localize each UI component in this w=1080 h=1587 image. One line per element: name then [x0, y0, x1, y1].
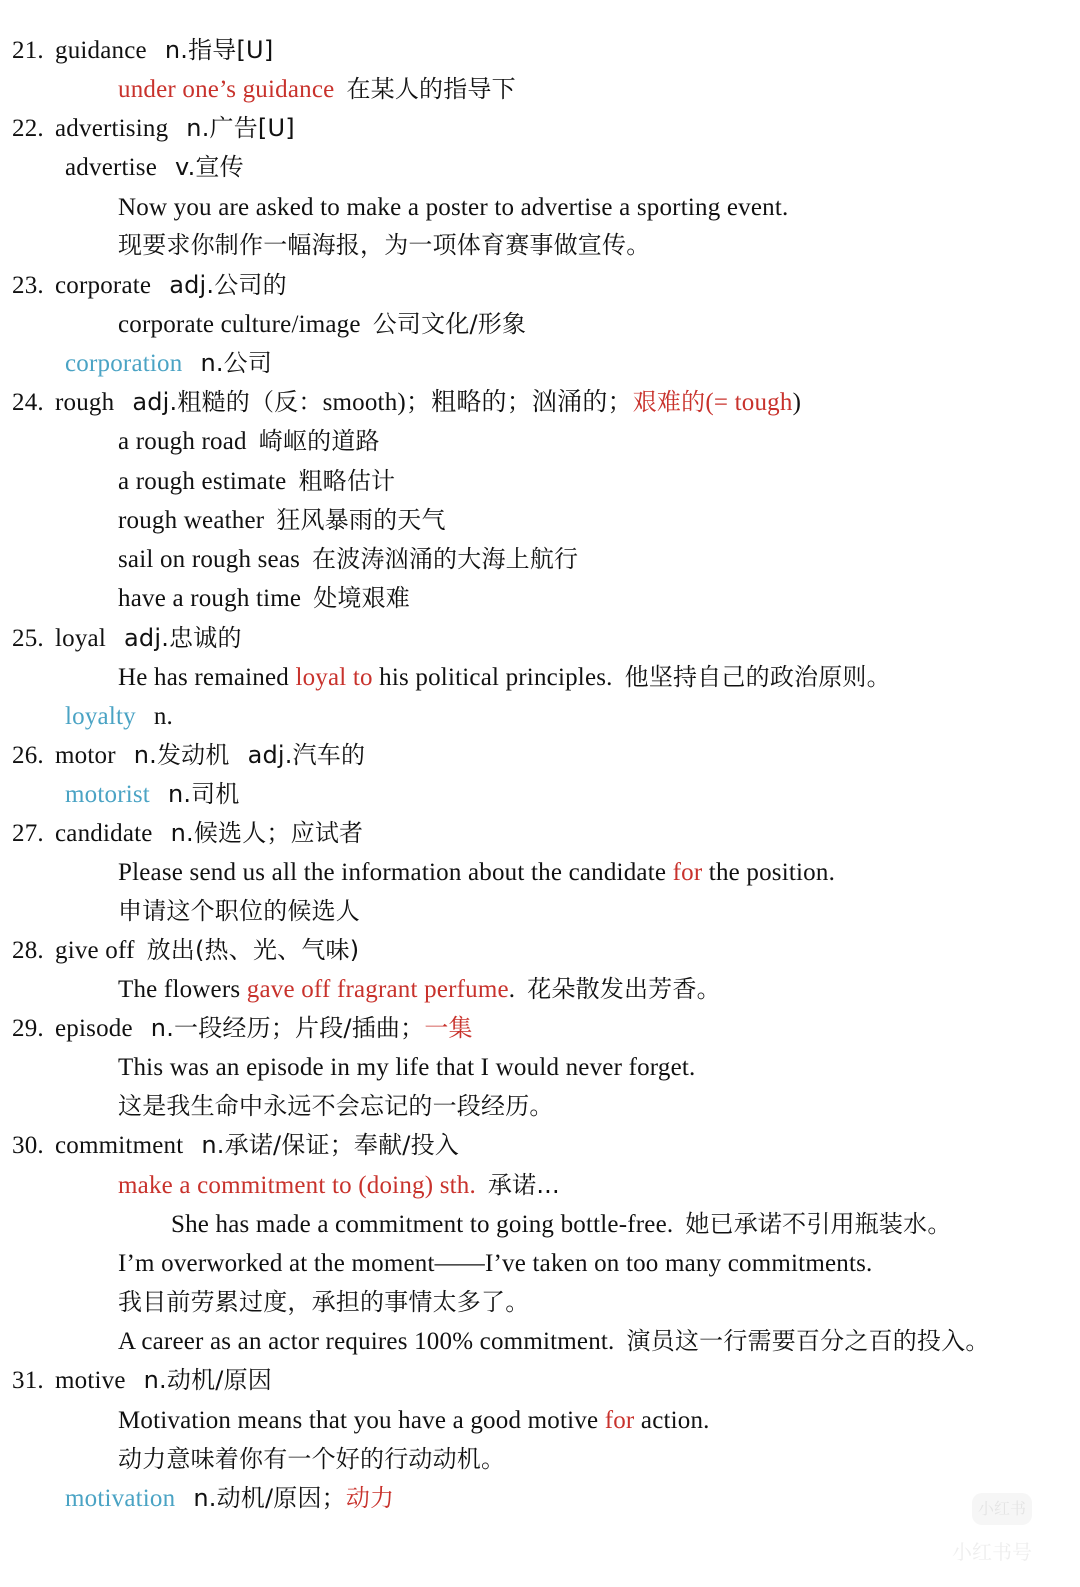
headword: motive — [55, 1367, 126, 1394]
entry-23-phrase-line — [118, 305, 526, 344]
entry-24-phrase-4 — [118, 540, 578, 579]
example-translation: 演员这一行需要百分之百的投入。 — [626, 1327, 990, 1355]
example-translation: 现要求你制作一幅海报，为一项体育赛事做宣传。 — [118, 231, 651, 259]
headword: rough — [55, 389, 115, 416]
example-translation: 他坚持自己的政治原则。 — [624, 663, 891, 691]
example-sentence: Now you are asked to make a poster to advertise a sporting event. — [118, 194, 789, 221]
part-of-speech: n.广告[U] — [186, 114, 295, 142]
entry-26-derivative-line — [65, 775, 240, 814]
derivative-pos: n. — [153, 703, 173, 730]
entry-24-phrase-3 — [118, 501, 446, 540]
part-of-speech-2: adj.汽车的 — [247, 741, 366, 769]
entry-22-headword-line — [0, 109, 295, 148]
highlighted-meaning: 动力 — [345, 1484, 395, 1512]
example-translation: 申请这个职位的候选人 — [118, 897, 360, 925]
derivative-word: motivation — [65, 1485, 176, 1512]
entry-22-example-en — [118, 188, 788, 227]
headword: candidate — [55, 820, 153, 847]
example-end: . — [508, 976, 516, 1003]
derivative-word: corporation — [65, 350, 183, 377]
entry-21-headword-line — [0, 31, 273, 70]
entry-25-derivative-line — [65, 697, 173, 736]
entry-31-example — [118, 1401, 710, 1440]
phrase-translation: 在某人的指导下 — [346, 75, 516, 103]
example-start: Please send us all the information about the candidate — [118, 859, 673, 886]
entry-26-headword-line — [0, 736, 365, 775]
derivative-word: advertise — [65, 154, 158, 181]
headword: commitment — [55, 1132, 184, 1159]
example-start: He has remained — [118, 664, 296, 691]
part-of-speech: n.发动机 — [133, 741, 230, 769]
part-of-speech: 放出(热、光、气味) — [146, 936, 360, 964]
example-translation: 动力意味着你有一个好的行动动机。 — [118, 1445, 506, 1473]
headword: give off — [55, 937, 135, 964]
entry-29-example-cn — [118, 1087, 554, 1126]
part-of-speech-cont: smooth)；粗略的；汹涌的； — [322, 389, 633, 416]
phrase-translation: 崎岖的道路 — [258, 427, 380, 455]
part-of-speech: adj.忠诚的 — [124, 624, 242, 652]
entry-30-headword-line — [0, 1126, 459, 1165]
entry-31-example-cn — [118, 1440, 505, 1479]
highlighted-synonym: (= tough — [705, 389, 793, 416]
derivative-pos: n.公司 — [200, 349, 273, 377]
example-highlight: loyal to — [295, 664, 373, 691]
entry-24-phrase-1 — [118, 422, 380, 461]
phrase-translation: 在波涛汹涌的大海上航行 — [312, 545, 579, 573]
example-translation: 这是我生命中永远不会忘记的一段经历。 — [118, 1092, 554, 1120]
entry-21-phrase-line — [118, 70, 516, 109]
entry-24-headword-line — [0, 383, 801, 422]
headword: episode — [55, 1015, 133, 1042]
entry-30-phrase-line — [118, 1166, 560, 1205]
example-highlight: for — [604, 1407, 635, 1434]
entry-30-example-3 — [118, 1322, 990, 1361]
entry-number: 24. — [12, 389, 44, 416]
phrase-translation: 处境艰难 — [313, 584, 411, 612]
phrase: rough weather — [118, 507, 265, 534]
part-of-speech: n.动机/原因 — [143, 1366, 272, 1394]
part-of-speech: n.承诺/保证；奉献/投入 — [201, 1131, 459, 1159]
entry-28-example — [118, 970, 721, 1009]
derivative-pos: n.司机 — [167, 780, 240, 808]
entry-number: 26. — [12, 742, 44, 769]
headword: loyal — [55, 625, 106, 652]
phrase: have a rough time — [118, 585, 302, 612]
entry-30-example-2-cn — [118, 1283, 529, 1322]
highlighted-meaning: 一集 — [424, 1014, 473, 1042]
entry-number: 27. — [12, 820, 44, 847]
entry-number: 28. — [12, 937, 44, 964]
closing-paren: ) — [792, 389, 802, 416]
watermark-text: 小红书号 — [952, 1540, 1032, 1564]
derivative-pos: n.动机/原因； — [193, 1484, 346, 1512]
derivative-pos: v.宣传 — [175, 153, 244, 181]
headword: motor — [55, 742, 116, 769]
headword: corporate — [55, 272, 152, 299]
entry-number: 29. — [12, 1015, 44, 1042]
entry-30-example-1 — [171, 1205, 952, 1244]
phrase-translation: 狂风暴雨的天气 — [276, 506, 446, 534]
entry-27-example-cn — [118, 892, 360, 931]
part-of-speech: n.一段经历；片段/插曲； — [150, 1014, 425, 1042]
example-end: action. — [634, 1407, 710, 1434]
entry-28-headword-line — [0, 931, 359, 970]
entry-30-example-2-en — [118, 1244, 872, 1283]
example-end: the position. — [702, 859, 836, 886]
example-highlight: for — [672, 859, 703, 886]
example-sentence: I’m overworked at the moment——I’ve taken on too many commitments. — [118, 1250, 873, 1277]
entry-number: 30. — [12, 1132, 44, 1159]
entry-number: 23. — [12, 272, 44, 299]
derivative-word: loyalty — [65, 703, 136, 730]
headword: guidance — [55, 37, 147, 64]
entry-29-headword-line — [0, 1009, 473, 1048]
entry-22-example-cn — [118, 226, 650, 265]
example-end: his political principles. — [372, 664, 613, 691]
example-start: The flowers — [118, 976, 247, 1003]
entry-23-headword-line — [0, 266, 287, 305]
entry-31-derivative-line — [65, 1479, 394, 1518]
example-sentence: This was an episode in my life that I would never forget. — [118, 1054, 696, 1081]
phrase: under one’s guidance — [118, 76, 335, 103]
entry-23-derivative-line — [65, 344, 272, 383]
example-translation: 我目前劳累过度，承担的事情太多了。 — [118, 1288, 530, 1316]
entry-31-headword-line — [0, 1361, 272, 1400]
entry-number: 31. — [12, 1367, 44, 1394]
phrase-translation: 公司文化/形象 — [372, 310, 527, 338]
headword: advertising — [55, 115, 169, 142]
phrase-translation: 承诺... — [487, 1171, 560, 1199]
highlighted-meaning: 艰难的 — [632, 388, 706, 416]
entry-25-example — [118, 658, 891, 697]
part-of-speech: adj.粗糙的（反： — [132, 388, 323, 416]
phrase: corporate culture/image — [118, 311, 361, 338]
derivative-word: motorist — [65, 781, 150, 808]
entry-number: 21. — [12, 37, 44, 64]
entry-22-derivative-line — [65, 148, 244, 187]
entry-number: 22. — [12, 115, 44, 142]
part-of-speech: n.候选人；应试者 — [170, 819, 364, 847]
watermark-logo: 小红书 — [972, 1493, 1032, 1525]
example-translation: 花朵散发出芳香。 — [527, 975, 721, 1003]
example-sentence: A career as an actor requires 100% commitment. — [118, 1328, 615, 1355]
entry-24-phrase-2 — [118, 462, 395, 501]
phrase: a rough estimate — [118, 468, 287, 495]
phrase: a rough road — [118, 428, 247, 455]
entry-25-headword-line — [0, 619, 242, 658]
entry-24-phrase-5 — [118, 579, 410, 618]
entry-29-example-en — [118, 1048, 695, 1087]
example-translation: 她已承诺不引用瓶装水。 — [685, 1210, 952, 1238]
entry-27-example — [118, 853, 835, 892]
example-start: Motivation means that you have a good motive — [118, 1407, 605, 1434]
phrase: make a commitment to (doing) sth. — [118, 1172, 476, 1199]
entry-27-headword-line — [0, 814, 363, 853]
example-sentence: She has made a commitment to going bottle-free. — [171, 1211, 674, 1238]
phrase-translation: 粗略估计 — [298, 467, 396, 495]
part-of-speech: n.指导[U] — [164, 36, 274, 64]
example-highlight: gave off fragrant perfume — [246, 976, 509, 1003]
entry-number: 25. — [12, 625, 44, 652]
part-of-speech: adj.公司的 — [169, 271, 287, 299]
phrase: sail on rough seas — [118, 546, 301, 573]
